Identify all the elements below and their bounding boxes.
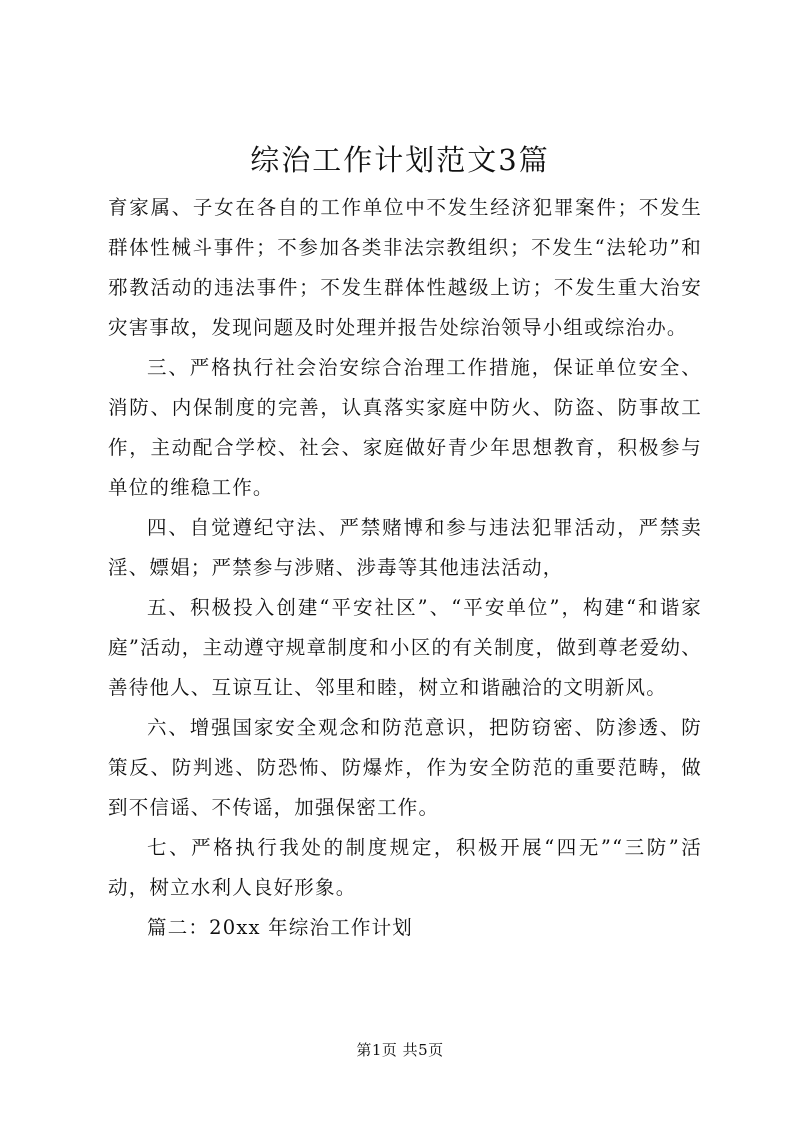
paragraph-3: 四、自觉遵纪守法、严禁赌博和参与违法犯罪活动，严禁卖淫、嫖娼；严禁参与涉赌、涉毒等其他违法活动， — [108, 516, 702, 579]
document-body — [108, 188, 702, 948]
paragraph-4: 五、积极投入创建“平安社区”、“平安单位”，构建“和谐家庭”活动，主动遵守规章制度和小区的有关制度，做到尊老爱幼、善待他人、互谅互让、邻里和睦，树立和谐融洽的文明新风。 — [108, 596, 702, 699]
paragraph-1: 育家属、子女在各自的工作单位中不发生经济犯罪案件；不发生群体性械斗事件；不参加各类非法宗教组织；不发生“法轮功”和邪教活动的违法事件；不发生群体性越级上访；不发生重大治安灾害事故，发现问题及时处理并报告处综治领导小组或综治办。 — [108, 196, 702, 339]
paragraph-5: 六、增强国家安全观念和防范意识，把防窃密、防渗透、防策反、防判逃、防恐怖、防爆炸，作为安全防范的重要范畴，做到不信谣、不传谣，加强保密工作。 — [108, 716, 702, 819]
paragraph-7: 篇二：20xx 年综治工作计划 — [147, 916, 414, 939]
paragraph-6: 七、严格执行我处的制度规定，积极开展“四无”“三防”活动，树立水利人良好形象。 — [108, 836, 702, 899]
page-footer: 第1页 共5页 — [356, 1041, 444, 1059]
paragraph-2: 三、严格执行社会治安综合治理工作措施，保证单位安全、消防、内保制度的完善，认真落实家庭中防火、防盗、防事故工作，主动配合学校、社会、家庭做好青少年思想教育，积极参与单位的维稳工作。 — [108, 356, 702, 499]
document-title: 综治工作计划范文3篇 — [250, 143, 550, 177]
